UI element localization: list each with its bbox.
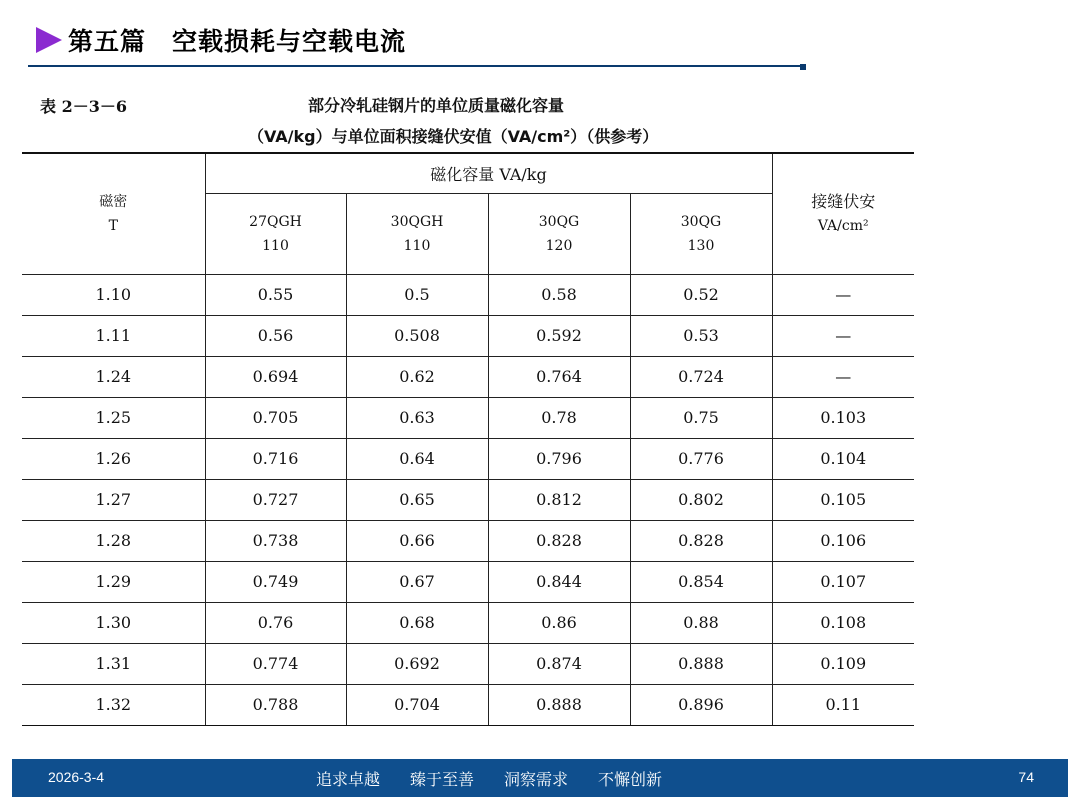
header-grade-name: 27QGH xyxy=(249,213,302,230)
magnetizing-capacity-cell: 0.692 xyxy=(346,643,488,684)
footer-motto: 洞察需求 xyxy=(504,770,569,789)
magnetizing-capacity-cell: 0.58 xyxy=(488,274,630,315)
table-number: 表 2－3－6 xyxy=(40,97,127,116)
magnetizing-capacity-cell: 0.705 xyxy=(205,397,346,438)
header-grade-name: 30QGH xyxy=(390,213,444,230)
joint-va-cell: 0.108 xyxy=(772,602,914,643)
magnetizing-capacity-cell: 0.828 xyxy=(630,520,772,561)
magnetizing-capacity-cell: 0.63 xyxy=(346,397,488,438)
joint-va-cell: 0.109 xyxy=(772,643,914,684)
magnetizing-capacity-cell: 0.888 xyxy=(630,643,772,684)
flux-density-cell: 1.28 xyxy=(22,520,205,561)
magnetizing-capacity-cell: 0.65 xyxy=(346,479,488,520)
flux-density-cell: 1.31 xyxy=(22,643,205,684)
header-joint-unit: VA/cm² xyxy=(817,217,869,234)
joint-va-cell: 0.106 xyxy=(772,520,914,561)
magnetizing-capacity-cell: 0.738 xyxy=(205,520,346,561)
magnetizing-capacity-cell: 0.64 xyxy=(346,438,488,479)
header-grade-name: 30QG xyxy=(538,213,580,230)
magnetizing-capacity-cell: 0.727 xyxy=(205,479,346,520)
footer-mottos xyxy=(316,767,692,790)
magnetizing-capacity-cell: 0.66 xyxy=(346,520,488,561)
data-table xyxy=(22,152,914,726)
header-grade-name: 30QG xyxy=(680,213,722,230)
magnetizing-capacity-cell: 0.67 xyxy=(346,561,488,602)
header-grade-number: 130 xyxy=(687,237,715,254)
flux-density-cell: 1.30 xyxy=(22,602,205,643)
magnetizing-capacity-cell: 0.62 xyxy=(346,356,488,397)
footer-motto: 追求卓越 xyxy=(316,770,381,789)
header-joint-va xyxy=(772,153,914,274)
joint-va-cell: — xyxy=(772,274,914,315)
joint-va-cell: 0.104 xyxy=(772,438,914,479)
table-row xyxy=(22,684,914,725)
magnetizing-capacity-cell: 0.796 xyxy=(488,438,630,479)
magnetizing-capacity-cell: 0.788 xyxy=(205,684,346,725)
magnetizing-capacity-cell: 0.812 xyxy=(488,479,630,520)
magnetizing-capacity-cell: 0.802 xyxy=(630,479,772,520)
joint-va-cell: — xyxy=(772,315,914,356)
footer-date: 2026-3-4 xyxy=(48,769,105,785)
flux-density-cell: 1.11 xyxy=(22,315,205,356)
header-joint-label: 接缝伏安 xyxy=(811,191,876,211)
magnetizing-capacity-cell: 0.86 xyxy=(488,602,630,643)
arrow-bullet-icon xyxy=(36,27,62,53)
magnetizing-capacity-cell: 0.749 xyxy=(205,561,346,602)
page-number: 74 xyxy=(1018,769,1034,785)
joint-va-cell: 0.103 xyxy=(772,397,914,438)
magnetizing-capacity-cell: 0.53 xyxy=(630,315,772,356)
table-row xyxy=(22,520,914,561)
magnetizing-capacity-cell: 0.55 xyxy=(205,274,346,315)
flux-density-cell: 1.10 xyxy=(22,274,205,315)
slide-title: 第五篇 空载损耗与空载电流 xyxy=(68,27,407,56)
magnetizing-capacity-cell: 0.844 xyxy=(488,561,630,602)
header-grade xyxy=(488,193,630,274)
magnetizing-capacity-cell: 0.888 xyxy=(488,684,630,725)
magnetizing-capacity-cell: 0.52 xyxy=(630,274,772,315)
magnetizing-capacity-cell: 0.694 xyxy=(205,356,346,397)
magnetizing-capacity-cell: 0.774 xyxy=(205,643,346,684)
joint-va-cell: — xyxy=(772,356,914,397)
magnetizing-capacity-cell: 0.828 xyxy=(488,520,630,561)
magnetizing-capacity-cell: 0.508 xyxy=(346,315,488,356)
magnetizing-capacity-cell: 0.716 xyxy=(205,438,346,479)
header-grade-number: 110 xyxy=(262,237,289,254)
magnetizing-capacity-cell: 0.68 xyxy=(346,602,488,643)
header-grade xyxy=(630,193,772,274)
joint-va-cell: 0.107 xyxy=(772,561,914,602)
footer-bar xyxy=(12,759,1068,797)
magnetizing-capacity-cell: 0.896 xyxy=(630,684,772,725)
header-divider-end xyxy=(800,64,806,70)
magnetizing-capacity-cell: 0.776 xyxy=(630,438,772,479)
table-row xyxy=(22,438,914,479)
header-group-magnetizing: 磁化容量 VA/kg xyxy=(205,153,772,193)
table-row xyxy=(22,561,914,602)
flux-density-cell: 1.32 xyxy=(22,684,205,725)
header-flux-density xyxy=(22,153,205,274)
magnetizing-capacity-cell: 0.76 xyxy=(205,602,346,643)
table-row xyxy=(22,356,914,397)
magnetizing-capacity-cell: 0.88 xyxy=(630,602,772,643)
magnetizing-capacity-cell: 0.874 xyxy=(488,643,630,684)
magnetizing-capacity-cell: 0.854 xyxy=(630,561,772,602)
magnetizing-capacity-cell: 0.764 xyxy=(488,356,630,397)
joint-va-cell: 0.11 xyxy=(772,684,914,725)
flux-density-cell: 1.29 xyxy=(22,561,205,602)
flux-density-cell: 1.24 xyxy=(22,356,205,397)
header-flux-label: 磁密 xyxy=(99,193,128,210)
joint-va-cell: 0.105 xyxy=(772,479,914,520)
magnetizing-capacity-cell: 0.56 xyxy=(205,315,346,356)
footer-motto: 臻于至善 xyxy=(410,770,475,789)
flux-density-cell: 1.27 xyxy=(22,479,205,520)
table-row xyxy=(22,397,914,438)
table-row xyxy=(22,315,914,356)
table-row xyxy=(22,602,914,643)
flux-density-cell: 1.25 xyxy=(22,397,205,438)
header-flux-unit: T xyxy=(108,217,118,234)
magnetizing-capacity-cell: 0.78 xyxy=(488,397,630,438)
magnetizing-capacity-cell: 0.75 xyxy=(630,397,772,438)
table-row xyxy=(22,479,914,520)
header-grade xyxy=(346,193,488,274)
magnetizing-capacity-cell: 0.704 xyxy=(346,684,488,725)
header-grade-number: 110 xyxy=(403,237,431,254)
flux-density-cell: 1.26 xyxy=(22,438,205,479)
table-row xyxy=(22,643,914,684)
magnetizing-capacity-cell: 0.724 xyxy=(630,356,772,397)
magnetizing-capacity-cell: 0.592 xyxy=(488,315,630,356)
slide-header xyxy=(36,18,406,62)
magnetizing-capacity-cell: 0.5 xyxy=(346,274,488,315)
table-row xyxy=(22,274,914,315)
table-caption-line2: （VA/kg）与单位面积接缝伏安值（VA/cm²）（供参考） xyxy=(248,127,659,146)
header-divider xyxy=(28,65,802,67)
footer-motto: 不懈创新 xyxy=(598,770,663,789)
table-caption-line1: 部分冷轧硅钢片的单位质量磁化容量 xyxy=(308,96,565,115)
header-grade-number: 120 xyxy=(545,237,573,254)
header-grade xyxy=(205,193,346,274)
